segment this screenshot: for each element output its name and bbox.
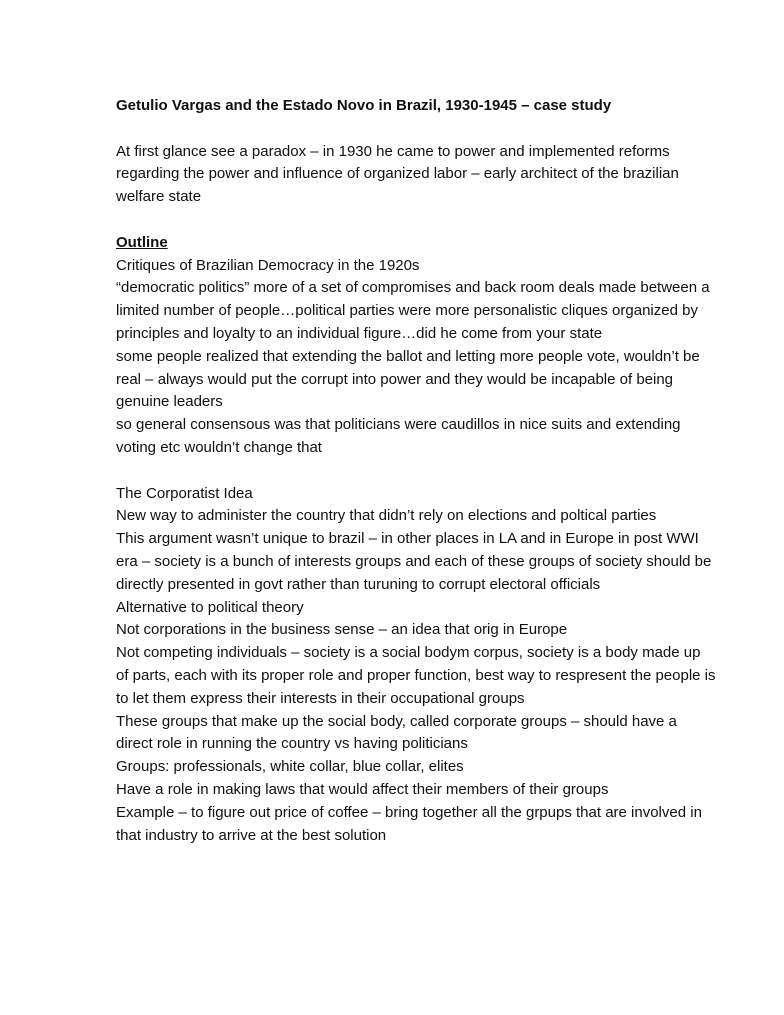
paragraph-line: Not competing individuals – society is a social bodym corpus, society is a body made up of parts, each with its proper role and proper function, best way to respresent the people is to let them express their interests in their occupational groups: [116, 644, 716, 707]
paragraph-line: Have a role in making laws that would affect their members of their groups: [116, 780, 609, 798]
paragraph-line: This argument wasn’t unique to brazil – in other places in LA and in Europe in post WWI era – society is a bunch of interests groups and each of these groups of society should be directly presented in govt rather than turuning to corrupt electoral officials: [116, 530, 712, 593]
section2-heading: The Corporatist Idea: [116, 484, 253, 502]
paragraph-line: “democratic politics” more of a set of compromises and back room deals made between a limited number of people…political parties were more personalistic cliques organized by principles and loyalty to an individual figure…did he come from your state: [116, 279, 710, 342]
paragraph-line: some people realized that extending the ballot and letting more people vote, wouldn’t be real – always would put the corrupt into power and they would be incapable of being genuine leaders: [116, 347, 700, 411]
paragraph-line: Groups: professionals, white collar, blue collar, elites: [116, 758, 464, 776]
paragraph-line: Example – to figure out price of coffee – bring together all the grpups that are involved in that industry to arrive at the best solution: [116, 803, 702, 844]
paragraph-line: These groups that make up the social body, called corporate groups – should have a direct role in running the country vs having politicians: [116, 712, 677, 753]
document-page: [116, 95, 716, 847]
document-title: Getulio Vargas and the Estado Novo in Brazil, 1930-1945 – case study: [116, 97, 612, 114]
spacer: [116, 118, 716, 141]
paragraph-line: Not corporations in the business sense – an idea that orig in Europe: [116, 621, 568, 639]
paragraph-line: New way to administer the country that didn’t rely on elections and poltical parties: [116, 507, 657, 525]
spacer: [116, 460, 716, 483]
section1-heading: Critiques of Brazilian Democracy in the 1920s: [116, 256, 420, 274]
spacer: [116, 209, 716, 232]
paragraph-line: so general consensous was that politicians were caudillos in nice suits and extending voting etc wouldn’t change that: [116, 416, 681, 456]
paragraph-line: Alternative to political theory: [116, 598, 304, 616]
outline-heading: Outline: [116, 233, 168, 251]
intro-paragraph: At first glance see a paradox – in 1930 he came to power and implemented reforms regarding the power and influence of organized labor – early architect of the brazilian welfare state: [116, 142, 679, 206]
